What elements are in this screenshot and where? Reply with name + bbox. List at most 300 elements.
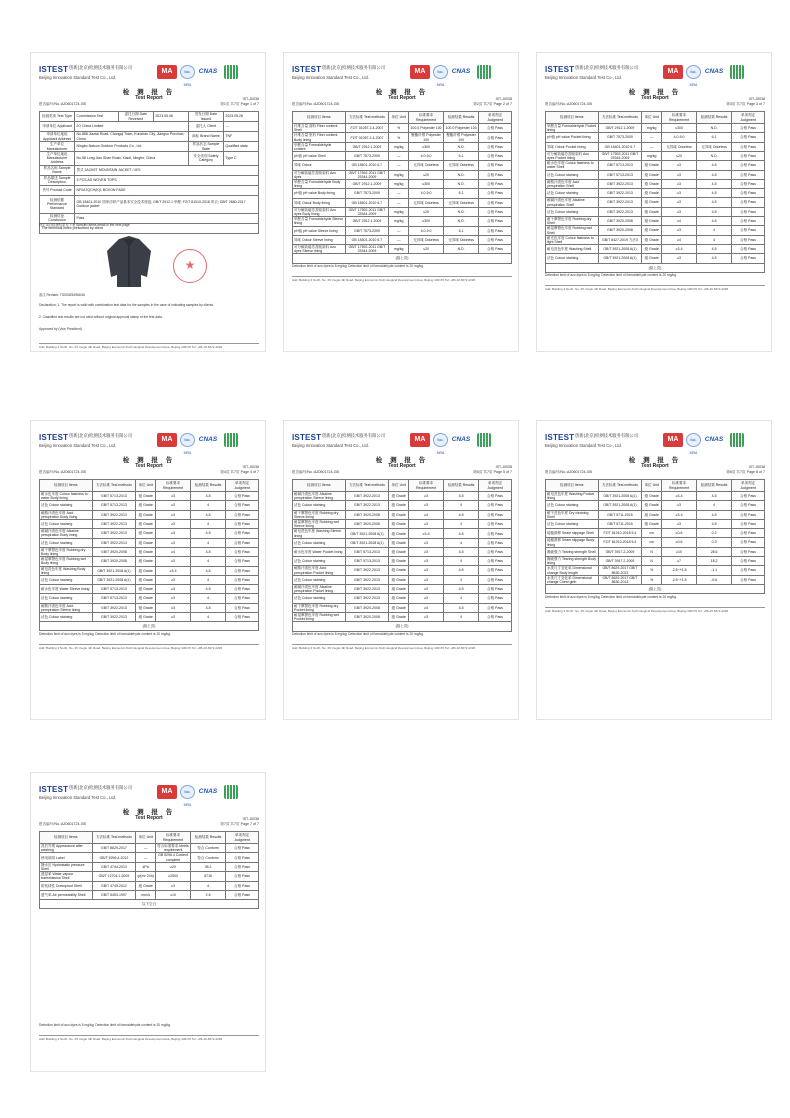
table-cell: 4 [444,575,479,584]
table-cell: 甲醛含量 Formaldehyde Body lining [293,180,346,189]
table-cell: 合格 Pass [479,124,512,133]
report-page-6 [536,420,772,720]
table-cell: 无异味 Odorless [409,235,444,244]
table-cell: 合格 Pass [732,529,765,538]
table-cell: 合格 Pass [479,520,512,529]
table-cell: GB/T 3922-2013 [92,510,136,519]
table-cell: 4 [191,881,226,890]
approval-stamp [173,249,207,283]
cover-row [40,112,259,122]
table-cell: ≥3 [156,594,191,603]
table-cell: mg/kg [642,124,662,133]
table-cell: 级 Grade [136,557,156,566]
table-cell: 级 Grade [389,529,409,538]
table-cell: 合格 Pass [732,520,765,529]
table-cell: ≤0.6 [662,538,697,547]
table-cell: GB/T 3922-2013 [345,575,389,584]
declaration-1: Declaration: 1. The report is valid with combination test data for the samples in the case of indicating samples by clients. [39,303,214,307]
table-cell: 级 Grade [642,501,662,510]
table-cell: 4 [444,612,479,621]
table-cell: 耐湿摩擦色牢度 Rubbing wet Sleeve lining [293,520,346,529]
table-cell: mg/kg [389,207,409,216]
cma-badge-icon: MA [157,785,177,799]
col-header-item: 检测项目 Items [293,480,346,492]
table-cell: — [136,844,156,853]
detection-note: Detection limit of azo dyes is 5 mg/kg; Detection limit of formaldehyde content is 20 mg/kg. [545,273,677,278]
table-cell: FZ/T 81010-2018 5.4 [598,538,642,547]
table-row [546,226,765,235]
table-cell: ≥3 [156,585,191,594]
cnas-badge-icon: CNAS [703,433,725,447]
page-label: 第5页 共7页 Page 5 of 7 [473,470,512,474]
table-cell: 合格 Pass [226,492,259,501]
table-cell: GB 5296.4 Content complete [156,853,191,862]
table-cell: ≥3 [156,557,191,566]
table-cell: ≤300 [409,180,444,189]
end-mark-row [546,585,765,594]
cover-cell: 签发日期 Date Issued [188,112,223,122]
report-no-label: 报告编号/No.: [39,102,61,106]
table-cell: FZ/T 01057.2-4-2007 [345,124,389,133]
table-cell: ≥4 [409,603,444,612]
cnas-badge-icon: CNAS [450,65,472,79]
table-cell: 合格 Pass [226,844,259,853]
table-cell: 合格 Pass [479,594,512,603]
table-cell: 4.0-9.0 [409,226,444,235]
col-header-results: 检测结果 Results [444,480,479,492]
table-cell: GB/T 3917.2-2009 [598,547,642,556]
cover-cell: 2023.05.26 [223,112,258,122]
table-cell: 4 [191,501,226,510]
table-cell: N.D. [697,124,732,133]
footer-address: Add: Building 3 North, No. 25, Kegiu 4th Road, Beijing Economic-Technological Development Area, Beijing 100176 Tel: +86-10-6672-2296 [292,276,512,282]
table-cell: GB/T 3922-2013 [345,501,389,510]
table-cell: GB/T 3922-2013 [598,198,642,207]
cover-info-table [39,111,259,234]
table-cell: 耐湿摩擦色牢度 Rubbing wet Body lining [40,557,93,566]
table-row [293,548,512,557]
footer-address: Add: Building 3 North, No. 25, Kegiu 4th Road, Beijing Economic-Technological Development Area, Beijing 100176 Tel: +86-10-6672-2296 [39,1035,259,1041]
table-cell: 级 Grade [136,538,156,547]
declaration-2: 2. Classified test results are not valid without original approval stamp of the test data. [39,315,163,319]
cover-cell: Pass [75,213,259,223]
table-cell: 级 Grade [642,492,662,501]
table-cell: ≥3-4 [662,510,697,519]
table-cell: 100.0 Polyester 100 [409,124,444,133]
table-cell: — [389,189,409,198]
table-cell: 纤维含量 里料 Fiber content Body lining [293,133,346,142]
table-cell: 合格 Pass [479,235,512,244]
table-cell: 耐酸汗渍色牢度 Acid perspiration Shell [546,179,599,188]
istest-logo: ISTEST [545,433,575,442]
table-row [40,603,259,612]
end-mark-row [40,622,259,631]
table-cell: 耐碱汗渍色牢度 Alkaline perspiration Shell [546,198,599,207]
col-header-method: 方法标准 Test methods [598,112,642,124]
table-cell: N.D. [444,170,479,179]
table-cell: 合格 Pass [732,170,765,179]
table-cell: GB/T 5453-1997 [92,890,136,899]
col-header-requirement: 标准要求 Requirement [409,112,444,124]
table-cell: 级 Grade [136,612,156,621]
page-label: 第3页 共7页 Page 3 of 7 [726,102,765,106]
table-row [293,538,512,547]
test-results-table [545,111,765,273]
table-cell: pH值 pH value Shell [293,152,346,161]
report-header [292,65,512,87]
company-name-en: Beijing Innovation Standard Test Co., Ltd. [545,75,622,80]
doc-code: IST-J0038 [748,465,765,469]
table-cell: 4-5 [191,566,226,575]
table-cell: 静水压 Hydrostatic pressure Shell [40,862,93,871]
table-cell: 耐湿摩擦色牢度 Rubbing wet Pocket lining [293,612,346,621]
test-results-table [39,831,259,909]
company-name-en: Beijing Innovation Standard Test Co., Ltd. [39,795,116,800]
company-name-cn: 创新(北京)检测技术服务有限公司 [69,433,133,438]
table-row [546,501,765,510]
table-cell: 合格 Pass [226,603,259,612]
table-cell: 沾色 Colour staining [546,254,599,263]
table-cell: 合格 Pass [732,547,765,556]
table-cell: 合格 Pass [479,584,512,593]
table-row [293,244,512,253]
table-cell: 沾色 Colour staining [293,557,346,566]
company-name-cn: 创新(北京)检测技术服务有限公司 [322,65,386,70]
cnas-badge-icon: CNAS [197,433,219,447]
ilac-badge-icon: ilac-MRA [686,65,701,79]
doc-code: IST-J0038 [242,817,259,821]
report-no: AZ0601724-GB [60,470,86,474]
table-row [40,612,259,621]
table-cell: 无异味 Odorless [444,161,479,170]
table-cell: 沾色 Colour staining [293,538,346,547]
table-cell: ≥3 [409,501,444,510]
cnas-badge-icon: CNAS [450,433,472,447]
table-cell: 6.1 [444,152,479,161]
table-cell: % [642,566,662,575]
table-cell: ≥3 [156,520,191,529]
table-cell: 合格 Pass [732,538,765,547]
table-row [40,566,259,575]
table-cell: — [642,142,662,151]
cover-cell: 货号 Product Code [40,185,75,195]
table-row [293,226,512,235]
table-cell: 合格 Pass [732,254,765,263]
table-cell: 4 [697,226,732,235]
table-cell: 4-5 [697,189,732,198]
table-cell: N.D. [697,151,732,160]
cma-badge-icon: MA [157,433,177,447]
col-header-requirement: 标准要求 Requirement [662,112,697,124]
table-cell: 无异味 Odorless [697,142,732,151]
table-cell: N [642,547,662,556]
qr-code-icon [730,433,744,447]
footer-address: Add: Building 3 North, No. 25, Kegiu 4th Road, Beijing Economic-Technological Development Area, Beijing 100176 Tel: +86-10-6672-2296 [292,644,512,650]
table-cell: 聚酯纤维 Polyester 100 [444,133,479,142]
table-cell: 级 Grade [389,594,409,603]
doc-code: IST-J0038 [242,465,259,469]
page-label: 第6页 共7页 Page 6 of 7 [726,470,765,474]
end-mark-row [40,900,259,909]
table-cell: 合格 Pass [732,133,765,142]
table-cell: 级 Grade [136,576,156,585]
detection-note: Detection limit of azo dyes is 5 mg/kg; Detection limit of formaldehyde content is 20 mg/kg. [545,595,677,600]
table-cell: N.D. [444,180,479,189]
table-cell: 异味 Odour Sleeve lining [293,235,346,244]
table-row [546,207,765,216]
table-cell: 4 [191,594,226,603]
remark-text: TS000Z5496D46 [59,293,85,297]
table-cell: 合格 Pass [479,510,512,519]
report-header [39,65,259,87]
table-cell: GB/T 5711-2015 [598,520,642,529]
table-cell: GB/T 5713-2013 [92,585,136,594]
cover-cell: 生产单位地址 Manufacturer Address [40,152,75,166]
table-cell: 合格 Pass [479,133,512,142]
table-cell: 无异味 Odorless [662,142,697,151]
footer-address: Add: Building 3 North, No. 25, Kegiu 4th Road, Beijing Economic-Technological Development Area, Beijing 100176 Tel: +86-10-6672-2296 [545,285,765,291]
table-cell: ≥3 [409,612,444,621]
table-cell: GB/T 5713-2013 [345,557,389,566]
table-cell: mg/kg [642,151,662,160]
table-cell: GB/T 7573-2009 [345,226,389,235]
cover-row [40,185,259,195]
table-cell: — [389,152,409,161]
table-cell: ≥3-4 [156,566,191,575]
table-cell: 合格 Pass [479,142,512,151]
table-row [546,492,765,501]
table-cell: 合格 Pass [732,142,765,151]
table-cell: 2.6 [191,890,226,899]
table-row [40,890,259,899]
table-row [546,254,765,263]
report-no-label: 报告编号/No.: [545,102,567,106]
table-cell: 合格 Pass [226,576,259,585]
table-cell: 28.6 [697,547,732,556]
ilac-badge-icon: ilac-MRA [433,65,448,79]
table-row [40,576,259,585]
table-cell: -2.5~+1.5 [662,566,697,575]
table-row [546,170,765,179]
table-cell: 级 Grade [136,585,156,594]
table-cell: ≤0.6 [662,529,697,538]
cma-badge-icon: MA [410,433,430,447]
report-header [545,65,765,87]
table-cell: 4 [191,557,226,566]
footer-address: Add: Building 3 North, No. 25, Kegiu 4th Road, Beijing Economic-Technological Development Area, Beijing 100176 Tel: +86-10-6672-2296 [39,644,259,650]
table-cell: 水洗尺寸变化率 Dimensional change Chest girth [546,575,599,584]
table-cell: GB/T 3921-2008 A(1) [92,576,136,585]
cover-cell: 检测依据 Performance Standard [40,195,75,213]
table-row [293,189,512,198]
table-cell: GB/T 3922-2013 [92,603,136,612]
table-row [546,124,765,133]
report-title-cn: 检 测 报 告 [375,89,429,96]
table-cell: 级 Grade [642,245,662,254]
table-cell: 级 Grade [389,510,409,519]
table-cell: 4 [444,594,479,603]
col-header-requirement: 标准要求 Requirement [409,480,444,492]
istest-logo: ISTEST [545,65,575,74]
table-cell: ≤300 [409,142,444,151]
report-header [39,433,259,455]
table-cell: — [136,853,156,862]
table-header-row [293,112,512,124]
table-cell: 级 Grade [389,584,409,593]
doc-code: IST-J0038 [495,465,512,469]
table-cell: GB/T 3917.2-2009 [598,556,642,565]
table-row [40,881,259,890]
table-row [40,492,259,501]
report-title-en: Test Report [135,95,163,101]
table-cell: 级 Grade [389,603,409,612]
report-no-label: 报告编号/No.: [545,470,567,474]
report-title-en: Test Report [641,463,669,469]
table-cell: 合格 Pass [226,510,259,519]
col-header-method: 方法标准 Test methods [345,112,389,124]
table-cell: 4-5 [191,492,226,501]
table-cell: 合格 Pass [226,594,259,603]
end-mark: 以下空白 [40,900,259,909]
table-cell: mg/kg [389,244,409,253]
table-cell: ≥3 [662,179,697,188]
report-header [39,785,259,807]
report-no: AZ0601724-GB [566,470,592,474]
table-cell: GB/T 3920-2008 [92,547,136,556]
table-cell: 级 Grade [389,548,409,557]
table-cell: 4-5 [444,510,479,519]
table-cell: GB 18401-2010 6.7 [345,198,389,207]
table-cell: 级 Grade [136,492,156,501]
table-cell: mg/kg [389,142,409,151]
table-cell: GB/T 3922-2013 [598,189,642,198]
table-cell: ≥3 [662,501,697,510]
col-header-method: 方法标准 Test methods [92,832,136,844]
table-cell: 合格 Pass [732,245,765,254]
table-row [546,151,765,160]
table-cell: ≥7 [662,556,697,565]
table-cell: 耐湿摩擦色牢度 Rubbing wet Shell [546,226,599,235]
table-cell: 级 Grade [389,612,409,621]
table-cell: 耐光色牢度 Colour fastness to light Shell [546,235,599,244]
table-cell: 合格 Pass [226,890,259,899]
table-cell: 沾色 Colour staining [546,189,599,198]
table-cell: 级 Grade [389,501,409,510]
table-cell: GB/T 3920-2008 [598,226,642,235]
table-cell: ≥3 [409,548,444,557]
doc-code: IST-J0038 [495,97,512,101]
table-cell: 合格 Pass [479,207,512,216]
report-header [292,433,512,455]
end-mark: (续上页) [293,254,512,263]
table-cell: 撕破强力 Tearing strength Body lining [546,556,599,565]
cover-cell: 样品描述 Sample Description [40,175,75,185]
col-header-requirement: 标准要求 Requirement [156,832,191,844]
company-name-en: Beijing Innovation Standard Test Co., Ltd. [39,443,116,448]
table-cell: 耐碱汗渍色牢度 Alkaline perspiration Sleeve lining [293,492,346,501]
table-row [40,594,259,603]
report-title-en: Test Report [641,95,669,101]
istest-logo: ISTEST [292,433,322,442]
table-cell: 级 Grade [389,538,409,547]
table-cell: 级 Grade [136,529,156,538]
table-row [293,520,512,529]
table-cell: 合格 Pass [479,170,512,179]
table-cell: % [389,124,409,133]
table-cell: ≥4 [662,216,697,225]
cover-cell: 委托人 Client [188,122,223,132]
report-page-3 [536,52,772,352]
table-cell: 异味 Odour Pocket lining [546,142,599,151]
table-cell: 级 Grade [389,520,409,529]
table-cell: ≥3 [409,594,444,603]
col-header-requirement: 标准要求 Requirement [662,480,697,492]
report-no-label: 报告编号/No.: [292,470,314,474]
istest-logo: ISTEST [39,65,69,74]
table-cell: 级 Grade [642,235,662,244]
table-cell: 可分解致癌芳香胺染料 Azo dyes Sleeve lining [293,244,346,253]
table-cell: GB/T 5713-2013 [345,548,389,557]
table-cell: 耐皂洗色牢度 Washing Sleeve lining [293,529,346,538]
cover-row [40,165,259,175]
table-cell: 防钻绒性 Downproof Shell [40,881,93,890]
table-cell: GB/T 3922-2013 [92,529,136,538]
table-cell: GB/T 2912.1-2009 [598,124,642,133]
cover-note: The technical index prescribed by client [40,223,259,233]
qr-code-icon [224,433,238,447]
col-header-judgment: 单项判定 Judgment [226,832,259,844]
table-cell: 级 Grade [136,594,156,603]
col-header-method: 方法标准 Test methods [598,480,642,492]
table-cell: 4-5 [444,584,479,593]
company-name-en: Beijing Innovation Standard Test Co., Ltd. [39,75,116,80]
cover-cell: 检测结论 Conclusion [40,213,75,223]
table-row [40,520,259,529]
col-header-method: 方法标准 Test methods [92,480,136,492]
table-cell: GB/T 8629-2017 GB/T 8630-2013 [598,575,642,584]
table-cell: 0.2 [697,529,732,538]
table-row [293,529,512,538]
table-cell: 耐碱汗渍色牢度 Alkaline perspiration Body lining [40,529,93,538]
table-cell: ≥3 [409,557,444,566]
table-cell: 合格 Pass [226,585,259,594]
report-no-label: 报告编号/No.: [292,102,314,106]
table-cell: 合格 Pass [479,603,512,612]
table-cell: 合格 Pass [479,612,512,621]
cover-row [40,195,259,213]
table-cell: 合格 Pass [226,520,259,529]
table-cell: ≥3 [662,520,697,529]
report-title-en: Test Report [388,463,416,469]
table-cell: 合格 Pass [732,207,765,216]
table-cell: 符合 Conform [191,853,226,862]
table-cell: ≤20 [409,207,444,216]
report-no: AZ0601724-GB [566,102,592,106]
detection-note: Detection limit of azo dyes is 5 mg/kg; Detection limit of formaldehyde content is 20 mg/kg. [292,632,424,636]
cover-cell: Ningbo Natcon Outdoor Products Co., Ltd [75,142,189,152]
table-cell: ≥3-4 [662,492,697,501]
report-no-label: 报告编号/No.: [39,822,61,826]
end-mark-row [546,263,765,272]
cover-cell: 生产单位 Manufacturer [40,142,75,152]
company-name-en: Beijing Innovation Standard Test Co., Ltd. [292,75,369,80]
cover-cell: Qualified state [223,142,258,152]
table-cell: 符合标准要求 Meets requirement [157,844,189,853]
table-row [546,538,765,547]
end-mark: (续上页) [546,585,765,594]
table-cell: GB 18401-2010 6.7 [598,142,642,151]
report-title-cn: 检 测 报 告 [375,457,429,464]
